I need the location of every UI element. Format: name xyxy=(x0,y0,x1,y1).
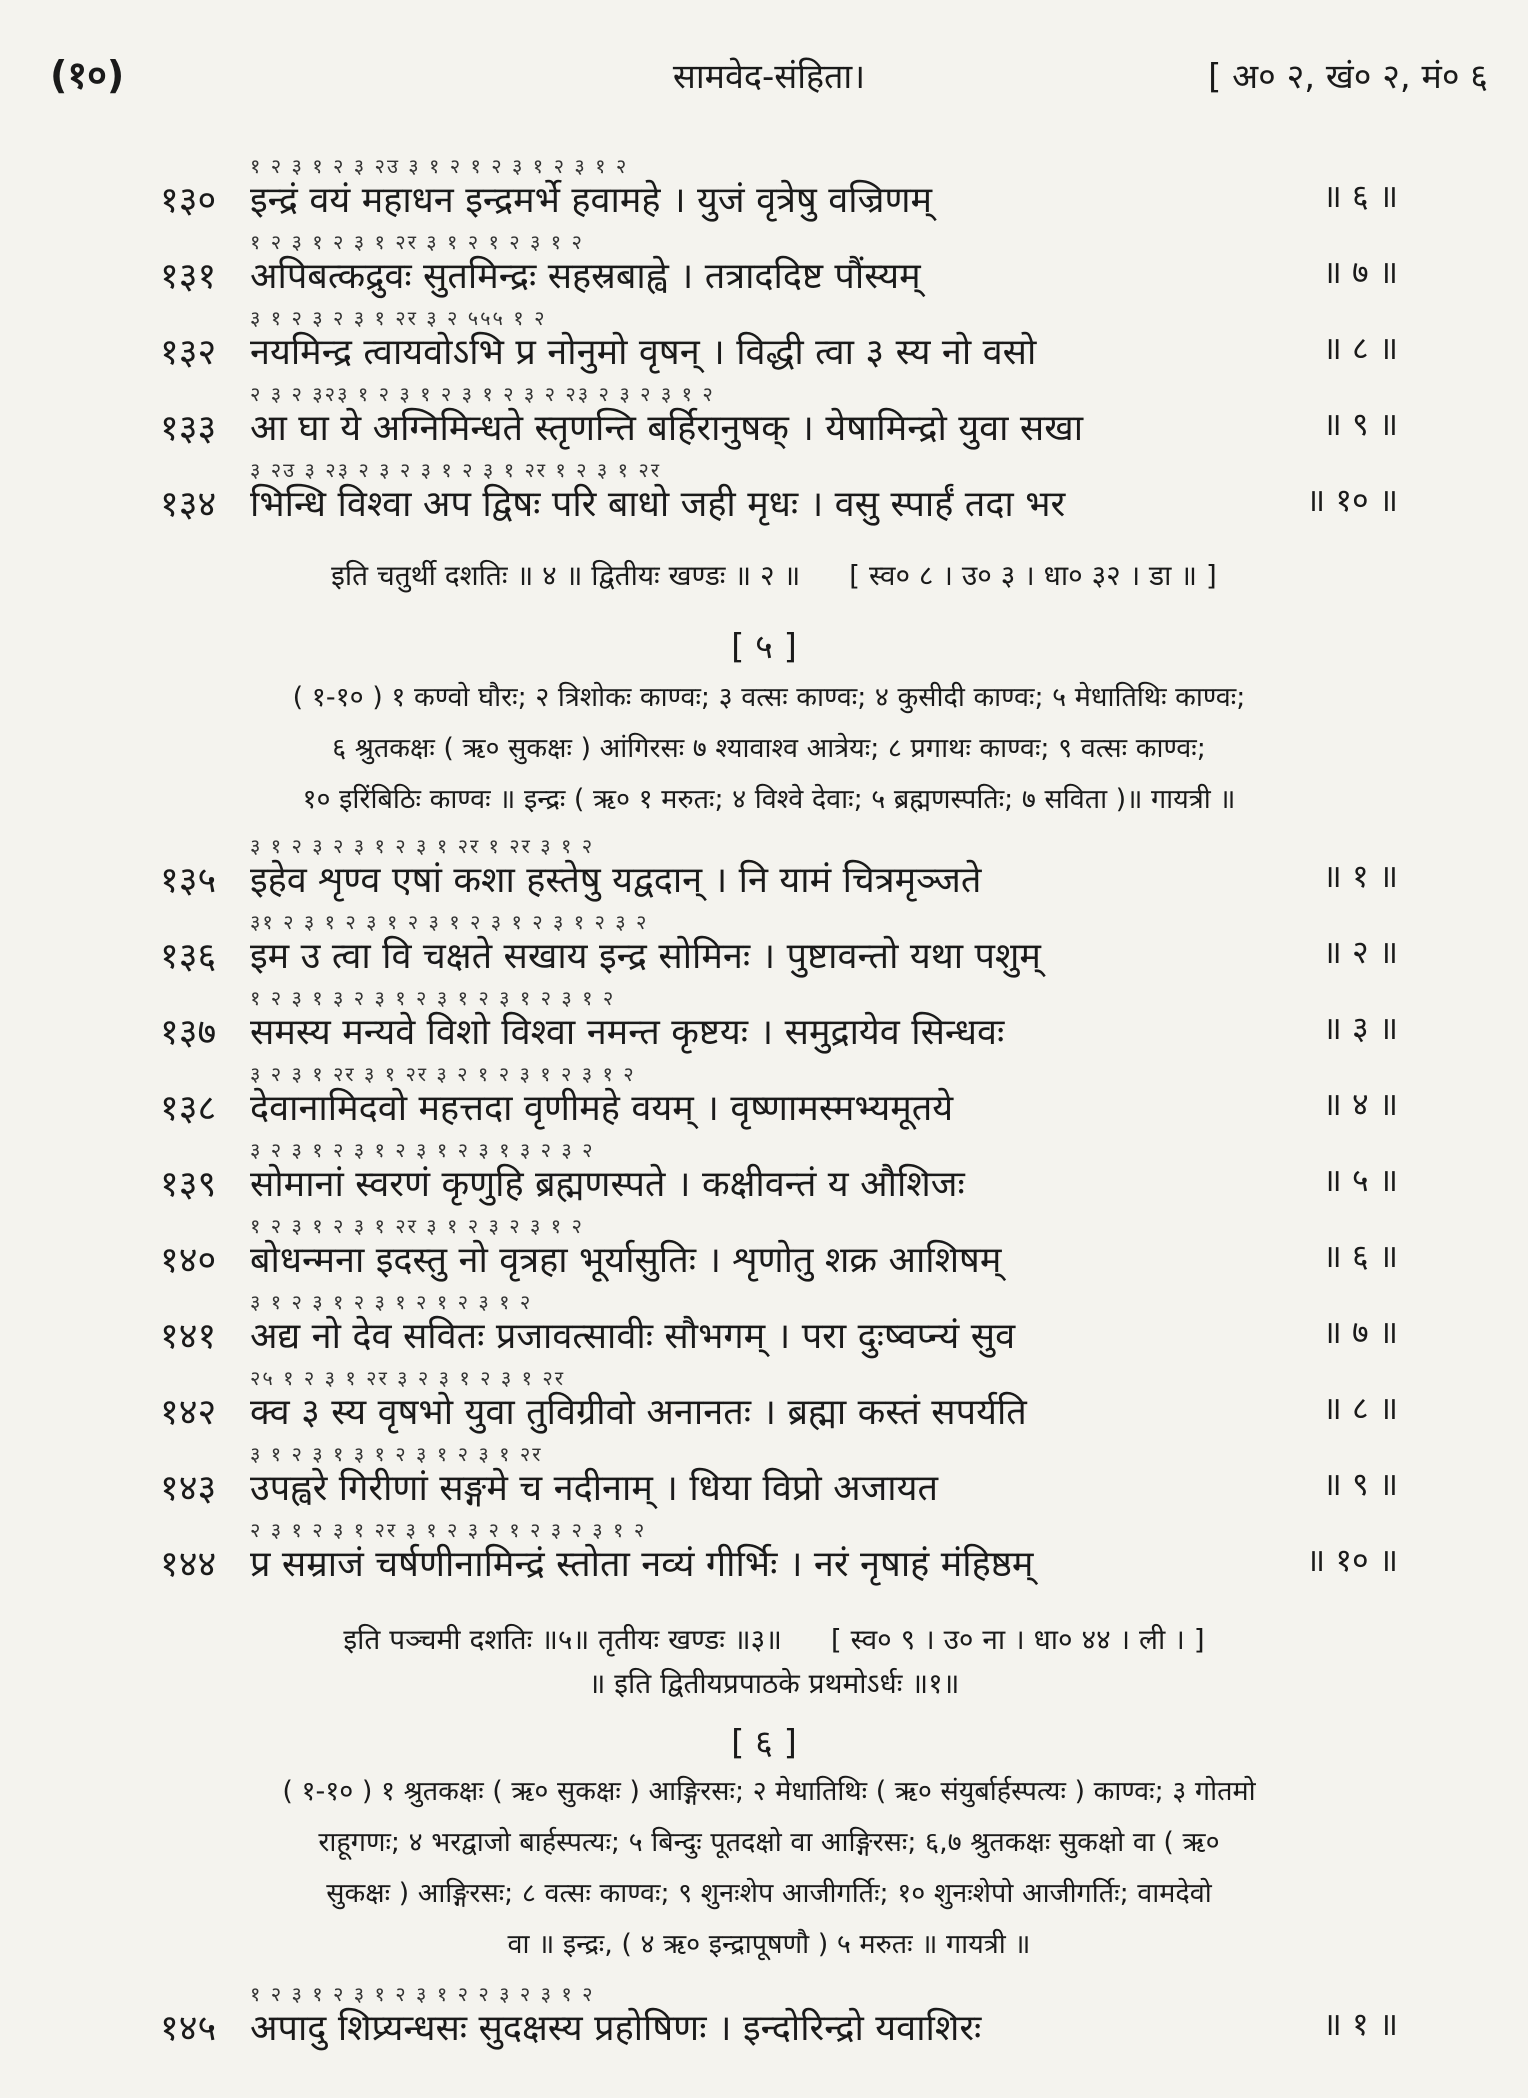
verse-140 xyxy=(160,1212,1398,1284)
intro-line: ( १-१० ) १ श्रुतकक्षः ( ऋ० सुकक्षः ) आङ्गिरसः; २ मेधातिथिः ( ऋ० संयुर्बार्हस्पत्यः ) काण्वः; ३ गोतमो xyxy=(282,1776,1256,1807)
verse-end-marker: ॥ ८ ॥ xyxy=(1322,1389,1398,1427)
verse-accent-marks: ३ १ २ ३ २ ३ १ २र ३ २ ५५५ १ २ xyxy=(250,306,547,330)
intro-line: सुकक्षः ) आङ्गिरसः; ८ वत्सः काण्वः; ९ शुनःशेप आजीगर्तिः; १० शुनःशेपो आजीगर्तिः; वामदेवो xyxy=(326,1878,1212,1909)
verse-end-marker: ॥ १० ॥ xyxy=(1306,1541,1398,1579)
verse-text: क्व ३ स्य वृषभो युवा तुविग्रीवो अनानतः । ब्रह्मा कस्तं सपर्यति xyxy=(250,1392,1027,1433)
colophon-dashati-5 xyxy=(60,1620,1488,1658)
verse-end-marker: ॥ ४ ॥ xyxy=(1322,1085,1398,1123)
verse-text: अद्य नो देव सवितः प्रजावत्सावीः सौभगम् । परा दुःष्वप्न्यं सुव xyxy=(250,1316,1016,1357)
verse-number: १३४ xyxy=(160,484,217,525)
verse-end-marker: ॥ १ ॥ xyxy=(1322,2005,1398,2043)
verse-end-marker: ॥ १ ॥ xyxy=(1322,857,1398,895)
verse-141 xyxy=(160,1288,1398,1360)
verse-accent-marks: १ २ ३ १ ३ २ ३ १ २ ३ १ २ ३ १ २ ३ १ २ xyxy=(250,986,616,1010)
verse-text: इम उ त्वा वि चक्षते सखाय इन्द्र सोमिनः । पुष्टावन्तो यथा पशुम् xyxy=(250,936,1041,977)
verse-134 xyxy=(160,456,1398,528)
verse-number: १३७ xyxy=(160,1012,217,1053)
verse-text: समस्य मन्यवे विशो विश्वा नमन्त कृष्टयः । समुद्रायेव सिन्धवः xyxy=(250,1012,1005,1053)
verse-text: इहेव शृण्व एषां कशा हस्तेषु यद्वदान् । नि यामं चित्रमृञ्जते xyxy=(250,860,982,901)
verse-number: १३३ xyxy=(160,408,217,449)
verse-number: १३८ xyxy=(160,1088,217,1129)
section-6-intro xyxy=(80,1766,1458,1970)
verse-number: १३५ xyxy=(160,860,217,901)
verse-number: १४० xyxy=(160,1240,217,1281)
verse-text: नयमिन्द्र त्वायवोऽभि प्र नोनुमो वृषन् । विद्धी त्वा ३ स्य नो वसो xyxy=(250,332,1037,373)
verse-end-marker: ॥ ७ ॥ xyxy=(1322,1313,1398,1351)
verse-text: अपिबत्कद्रुवः सुतमिन्द्रः सहस्रबाह्वे । तत्राददिष्ट पौंस्यम् xyxy=(250,256,921,297)
verse-end-marker: ॥ ९ ॥ xyxy=(1322,1465,1398,1503)
section-5-intro xyxy=(80,672,1458,825)
colophon-dashati-4 xyxy=(60,556,1488,594)
verse-text: देवानामिदवो महत्तदा वृणीमहे वयम् । वृष्णामस्मभ्यमूतये xyxy=(250,1088,954,1129)
verse-142 xyxy=(160,1364,1398,1436)
verse-139 xyxy=(160,1136,1398,1208)
verse-accent-marks: १ २ ३ १ २ ३ १ २ ३ १ २ २ ३ २ ३ १ २ xyxy=(250,1982,595,2006)
verse-number: १३१ xyxy=(160,256,217,297)
verse-130 xyxy=(160,152,1398,224)
verse-text: भिन्धि विश्वा अप द्विषः परि बाधो जही मृधः । वसु स्पार्हं तदा भर xyxy=(250,484,1066,525)
verse-accent-marks: ३ २उ ३ २३ २ ३ २ ३ १ २ ३ १ २र १ २ ३ १ २र xyxy=(250,458,661,482)
page-header xyxy=(50,48,1488,108)
verse-end-marker: ॥ १० ॥ xyxy=(1306,481,1398,519)
verse-text: उपह्वरे गिरीणां सङ्गमे च नदीनाम् । धिया विप्रो अजायत xyxy=(250,1468,939,1509)
colophon-meta: [ स्व० ९ । उ० ना । धा० ४४ । ली । ] xyxy=(830,1623,1205,1656)
book-title: सामवेद-संहिता। xyxy=(672,57,866,97)
verse-accent-marks: २ ३ २ ३२३ १ २ ३ १ २ ३ १ २ ३ २ २३ २ ३ २ ३ १ २ xyxy=(250,382,715,406)
verse-text: बोधन्मना इदस्तु नो वृत्रहा भूर्यासुतिः । शृणोतु शक्र आशिषम् xyxy=(250,1240,1002,1281)
colophon-text: इति पञ्चमी दशतिः ॥५॥ तृतीयः खण्डः ॥३॥ xyxy=(343,1623,782,1656)
verse-number: १४१ xyxy=(160,1316,217,1357)
section-heading-6: [ ६ ] xyxy=(731,1723,797,1763)
colophon-meta: [ स्व० ८ । उ० ३ । धा० ३२ । डा ॥ ] xyxy=(849,559,1217,592)
chapter-reference: [ अ० २, खं० २, मं० ६ xyxy=(1208,57,1488,97)
colophon-text: इति चतुर्थी दशतिः ॥ ४ ॥ द्वितीयः खण्डः ॥ २ ॥ xyxy=(331,559,801,592)
verse-143 xyxy=(160,1440,1398,1512)
verse-number: १३२ xyxy=(160,332,217,373)
verse-end-marker: ॥ ६ ॥ xyxy=(1322,177,1398,215)
verse-text: इन्द्रं वयं महाधन इन्द्रमर्भे हवामहे । युजं वृत्रेषु वज्रिणम् xyxy=(250,180,933,221)
verse-number: १४३ xyxy=(160,1468,217,1509)
verse-text: आ घा ये अग्निमिन्धते स्तृणन्ति बर्हिरानुषक् । येषामिन्द्रो युवा सखा xyxy=(250,408,1084,449)
verse-138 xyxy=(160,1060,1398,1132)
verse-end-marker: ॥ ३ ॥ xyxy=(1322,1009,1398,1047)
verse-132 xyxy=(160,304,1398,376)
verse-accent-marks: १ २ ३ १ २ ३ १ २र ३ १ २ १ २ ३ १ २ xyxy=(250,230,584,254)
verse-end-marker: ॥ ७ ॥ xyxy=(1322,253,1398,291)
verse-end-marker: ॥ ५ ॥ xyxy=(1322,1161,1398,1199)
verse-144 xyxy=(160,1516,1398,1588)
verse-133 xyxy=(160,380,1398,452)
verse-145 xyxy=(160,1980,1398,2052)
page-number: (१०) xyxy=(50,53,125,97)
verse-135 xyxy=(160,832,1398,904)
verse-end-marker: ॥ ६ ॥ xyxy=(1322,1237,1398,1275)
section-heading-5: [ ५ ] xyxy=(731,627,797,667)
verse-number: १३६ xyxy=(160,936,217,977)
verse-text: सोमानां स्वरणं कृणुहि ब्रह्मणस्पते । कक्षीवन्तं य औशिजः xyxy=(250,1164,965,1205)
verse-accent-marks: ३ १ २ ३ २ ३ १ २ ३ १ २र १ २र ३ १ २ xyxy=(250,834,595,858)
verse-accent-marks: ३१ २ ३ १ २ ३ १ २ ३ १ २ ३ १ २ ३ १ २ ३ २ xyxy=(250,910,649,934)
verse-accent-marks: १ २ ३ १ २ ३ १ २र ३ १ २ ३ २ ३ १ २ xyxy=(250,1214,584,1238)
verse-accent-marks: ३ १ २ ३ १ २ ३ १ २ १ २ ३ १ २ xyxy=(250,1290,533,1314)
intro-line: वा ॥ इन्द्रः, ( ४ ऋ० इन्द्रापूषणौ ) ५ मरुतः ॥ गायत्री ॥ xyxy=(507,1929,1031,1960)
verse-number: १३९ xyxy=(160,1164,217,1205)
verse-number: १४५ xyxy=(160,2008,217,2049)
verse-accent-marks: २ ३ १ २ ३ १ २र ३ १ २ ३ २ १ २ ३ २ ३ १ २ xyxy=(250,1518,647,1542)
verse-number: १४२ xyxy=(160,1392,217,1433)
intro-line: ( १-१० ) १ कण्वो घौरः; २ त्रिशोकः काण्वः; ३ वत्सः काण्वः; ४ कुसीदी काण्वः; ५ मेधातिथिः काण्वः; xyxy=(292,682,1246,713)
verse-accent-marks: २५ १ २ ३ १ २र ३ २ ३ १ २ ३ १ २र xyxy=(250,1366,566,1390)
verse-number: १४४ xyxy=(160,1544,217,1585)
verse-end-marker: ॥ ९ ॥ xyxy=(1322,405,1398,443)
verse-136 xyxy=(160,908,1398,980)
intro-line: १० इरिंबिठिः काण्वः ॥ इन्द्रः ( ऋ० १ मरुतः; ४ विश्वे देवाः; ५ ब्रह्मणस्पतिः; ७ सविता )॥ गायत्री ॥ xyxy=(302,784,1236,815)
verse-137 xyxy=(160,984,1398,1056)
verse-end-marker: ॥ ८ ॥ xyxy=(1322,329,1398,367)
intro-line: ६ श्रुतकक्षः ( ऋ० सुकक्षः ) आंगिरसः ७ श्यावाश्व आत्रेयः; ८ प्रगाथः काण्वः; ९ वत्सः काण्वः; xyxy=(332,733,1206,764)
verse-accent-marks: ३ १ २ ३ १ ३ १ २ ३ १ २ ३ १ २र xyxy=(250,1442,543,1466)
verse-end-marker: ॥ २ ॥ xyxy=(1322,933,1398,971)
verse-text: प्र सम्राजं चर्षणीनामिन्द्रं स्तोता नव्यं गीर्भिः । नरं नृषाहं मंहिष्ठम् xyxy=(250,1544,1034,1585)
verse-accent-marks: ३ २ ३ १ २ ३ १ २ ३ १ २ ३ १ ३ २ ३ २ xyxy=(250,1138,595,1162)
verse-131 xyxy=(160,228,1398,300)
verse-number: १३० xyxy=(160,180,217,221)
verse-accent-marks: ३ २ ३ १ २र ३ १ २र ३ २ १ २ ३ १ २ ३ १ २ xyxy=(250,1062,636,1086)
prapathaka-colophon: ॥ इति द्वितीयप्रपाठके प्रथमोऽर्धः ॥१॥ xyxy=(588,1667,960,1700)
intro-line: राहूगणः; ४ भरद्वाजो बार्हस्पत्यः; ५ बिन्दुः पूतदक्षो वा आङ्गिरसः; ६,७ श्रुतकक्षः सुकक्षो वा ( ऋ० xyxy=(318,1827,1220,1858)
verse-accent-marks: १ २ ३ १ २ ३ २उ ३ १ २ १ २ ३ १ २ ३ १ २ xyxy=(250,154,629,178)
verse-text: अपादु शिप्र्यन्धसः सुदक्षस्य प्रहोषिणः । इन्दोरिन्द्रो यवाशिरः xyxy=(250,2008,982,2049)
